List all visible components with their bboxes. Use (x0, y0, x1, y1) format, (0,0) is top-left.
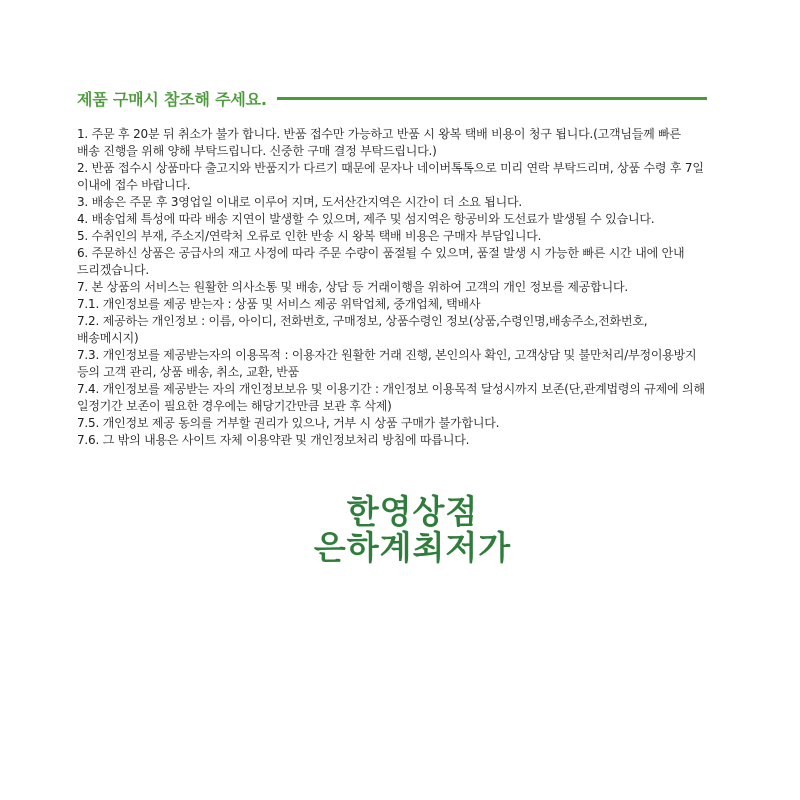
notice-item-3: 3. 배송은 주문 후 3영업일 이내로 이루어 지며, 도서산간지역은 시간이 더 소요 됩니다. (77, 195, 523, 209)
purchase-notice (77, 86, 707, 449)
notice-item-7-2: 7.2. 제공하는 개인정보 : 이름, 아이디, 전화번호, 구매정보, 상품수령인 정보(상품,수령인명,배송주소,전화번호,배송메시지) (77, 314, 648, 345)
shop-name-line1: 한영상점 (346, 492, 479, 531)
notice-item-7-4: 7.4. 개인정보를 제공받는 자의 개인정보보유 및 이용기간 : 개인정보 이용목적 달성시까지 보존(단,관계법령의 규제에 의해 일정기간 보존이 필요한 경우에는 해당기간만큼 보관 후 삭제) (77, 382, 705, 413)
shop-name-line2: 은하계최저가 (313, 528, 512, 567)
notice-item-6: 6. 주문하신 상품은 공급사의 재고 사정에 따라 주문 수량이 품절될 수 있으며, 품절 발생 시 가능한 빠른 시간 내에 안내 드리겠습니다. (77, 246, 685, 277)
notice-item-5: 5. 수취인의 부재, 주소지/연락처 오류로 인한 반송 시 왕복 택배 비용은 구매자 부담입니다. (77, 229, 542, 243)
shop-logo (0, 494, 800, 566)
heading-divider (277, 97, 707, 100)
notice-item-1: 1. 주문 후 20분 뒤 취소가 불가 합니다. 반품 접수만 가능하고 반품 시 왕복 택배 비용이 청구 됩니다.(고객님들께 빠른 배송 진행을 위해 양해 부탁드립니다. 신중한 구매 결정 부탁드립니다.) (77, 127, 681, 158)
notice-item-7-5: 7.5. 개인정보 제공 동의를 거부할 권리가 있으나, 거부 시 상품 구매가 불가합니다. (77, 416, 500, 430)
notice-item-4: 4. 배송업체 특성에 따라 배송 지연이 발생할 수 있으며, 제주 및 섬지역은 항공비와 도선료가 발생될 수 있습니다. (77, 212, 655, 226)
notice-list (77, 126, 707, 449)
notice-header (77, 86, 707, 110)
notice-item-7: 7. 본 상품의 서비스는 원활한 의사소통 및 배송, 상담 등 거래이행을 위하여 고객의 개인 정보를 제공합니다. (77, 280, 628, 294)
notice-item-7-3: 7.3. 개인정보를 제공받는자의 이용목적 : 이용자간 원활한 거래 진행, 본인의사 확인, 고객상담 및 불만처리/부정이용방지 등의 고객 관리, 상품 배송, 취소, 교환, 반품 (77, 348, 697, 379)
notice-item-7-1: 7.1. 개인정보를 제공 받는자 : 상품 및 서비스 제공 위탁업체, 중개업체, 택배사 (77, 297, 481, 311)
notice-heading: 제품 구매시 참조해 주세요. (77, 89, 267, 109)
notice-item-2: 2. 반품 접수시 상품마다 출고지와 반품지가 다르기 때문에 문자나 네이버톡톡으로 미리 연락 부탁드리며, 상품 수령 후 7일 이내에 접수 바랍니다. (77, 161, 704, 192)
notice-item-7-6: 7.6. 그 밖의 내용은 사이트 자체 이용약관 및 개인정보처리 방침에 따릅니다. (77, 433, 470, 447)
